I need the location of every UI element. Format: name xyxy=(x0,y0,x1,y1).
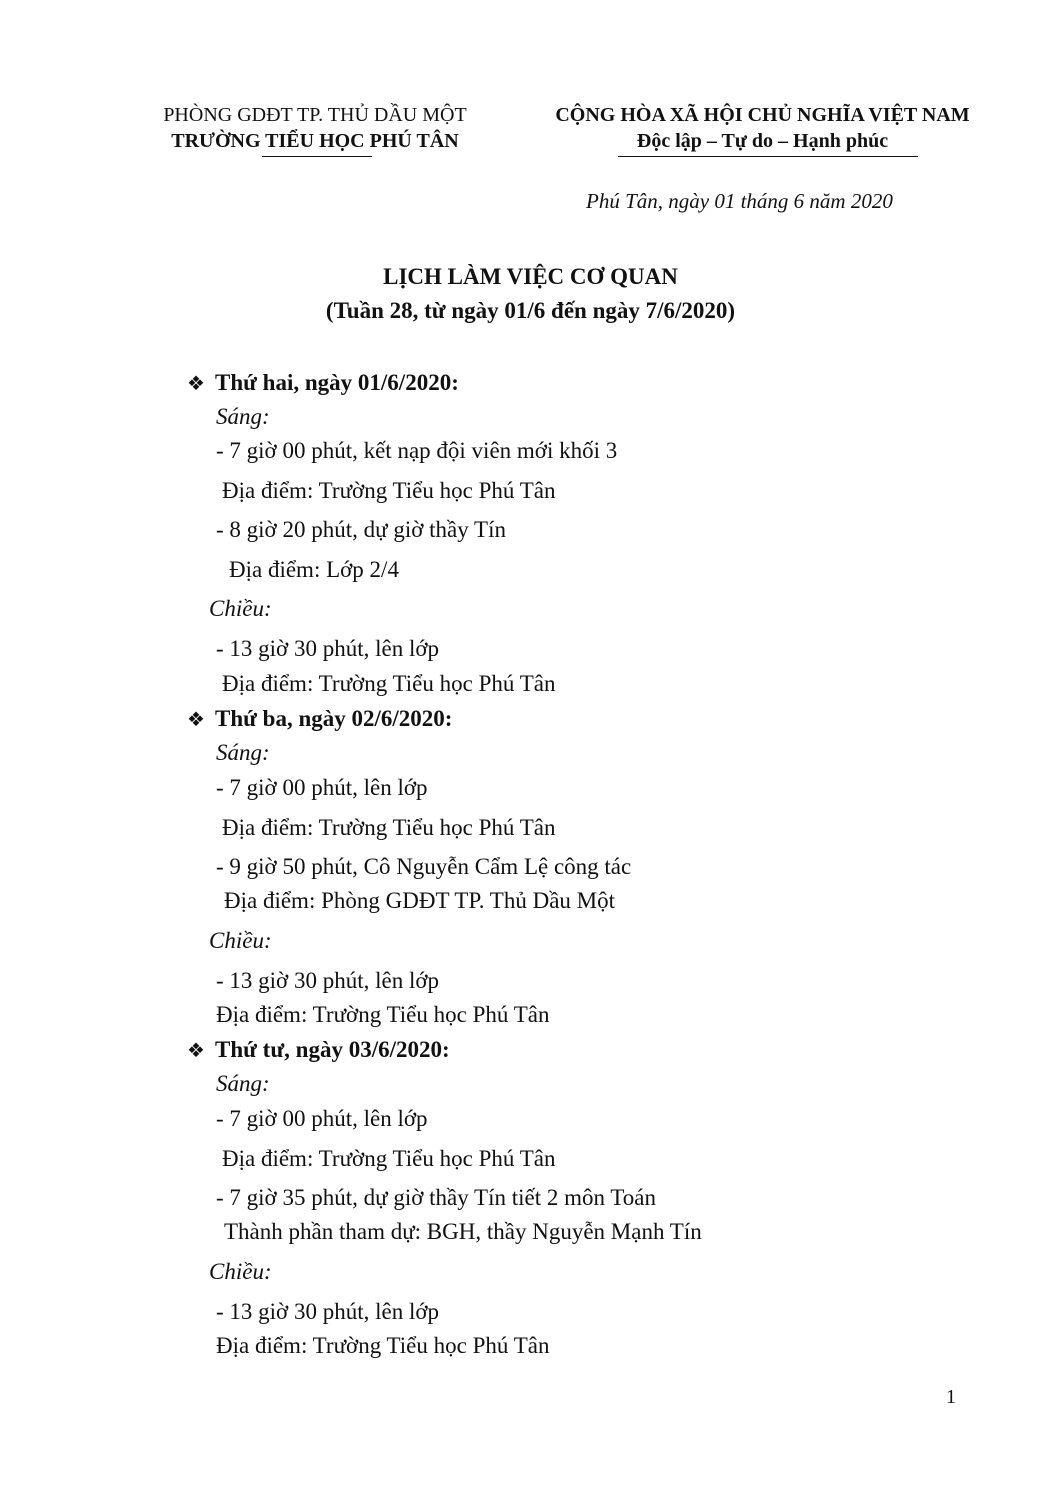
afternoon-label: Chiều: xyxy=(209,1259,272,1284)
schedule-place: Địa điểm: Trường Tiểu học Phú Tân xyxy=(222,1146,556,1171)
schedule-place: Địa điểm: Trường Tiểu học Phú Tân xyxy=(222,815,556,840)
agency-name: PHÒNG GDĐT TP. THỦ DẦU MỘT xyxy=(163,104,467,126)
afternoon-label: Chiều: xyxy=(209,928,272,953)
schedule-item: - 7 giờ 00 phút, kết nạp đội viên mới khối 3 xyxy=(216,438,618,463)
day-heading xyxy=(187,706,452,732)
schedule-place: Địa điểm: Trường Tiểu học Phú Tân xyxy=(222,671,556,696)
schedule-item: - 13 giờ 30 phút, lên lớp xyxy=(216,1299,440,1324)
schedule-item: - 7 giờ 00 phút, lên lớp xyxy=(216,775,428,800)
document-title: LỊCH LÀM VIỆC CƠ QUAN xyxy=(383,264,678,289)
schedule-item: - 7 giờ 35 phút, dự giờ thầy Tín tiết 2 môn Toán xyxy=(216,1185,656,1210)
day-heading-text: Thứ hai, ngày 01/6/2020: xyxy=(215,370,459,395)
document-subtitle: (Tuần 28, từ ngày 01/6 đến ngày 7/6/2020) xyxy=(325,298,736,323)
motto-underline xyxy=(618,156,918,157)
schedule-item: - 7 giờ 00 phút, lên lớp xyxy=(216,1106,428,1131)
afternoon-label: Chiều: xyxy=(209,596,272,621)
schedule-participants: Thành phần tham dự: BGH, thầy Nguyễn Mạnh Tín xyxy=(224,1219,702,1244)
schedule-item: - 8 giờ 20 phút, dự giờ thầy Tín xyxy=(216,517,506,542)
day-heading-text: Thứ tư, ngày 03/6/2020: xyxy=(215,1037,450,1062)
day-heading xyxy=(187,370,459,396)
schedule-item: - 13 giờ 30 phút, lên lớp xyxy=(216,968,440,993)
diamond-bullet-icon: ❖ xyxy=(187,709,205,731)
schedule-place: Địa điểm: Trường Tiểu học Phú Tân xyxy=(222,478,556,503)
day-heading-text: Thứ ba, ngày 02/6/2020: xyxy=(215,706,453,731)
schedule-item: - 9 giờ 50 phút, Cô Nguyễn Cẩm Lệ công tác xyxy=(216,854,632,879)
diamond-bullet-icon: ❖ xyxy=(187,1040,205,1062)
morning-label: Sáng: xyxy=(216,1071,270,1096)
national-title: CỘNG HÒA XÃ HỘI CHỦ NGHĨA VIỆT NAM xyxy=(555,104,970,126)
schedule-place: Địa điểm: Phòng GDĐT TP. Thủ Dầu Một xyxy=(224,888,616,913)
morning-label: Sáng: xyxy=(216,740,270,765)
schedule-place: Địa điểm: Trường Tiểu học Phú Tân xyxy=(216,1002,550,1027)
diamond-bullet-icon: ❖ xyxy=(187,373,205,395)
schedule-place: Địa điểm: Trường Tiểu học Phú Tân xyxy=(216,1333,550,1358)
national-motto: Độc lập – Tự do – Hạnh phúc xyxy=(636,130,889,152)
schedule-place: Địa điểm: Lớp 2/4 xyxy=(229,557,399,582)
school-name: TRƯỜNG TIỂU HỌC PHÚ TÂN xyxy=(171,130,459,152)
date-line: Phú Tân, ngày 01 tháng 6 năm 2020 xyxy=(586,189,893,213)
day-heading xyxy=(187,1037,450,1063)
morning-label: Sáng: xyxy=(216,404,270,429)
school-name-underline xyxy=(262,156,372,157)
page-number: 1 xyxy=(946,1386,956,1408)
schedule-item: - 13 giờ 30 phút, lên lớp xyxy=(216,636,440,661)
